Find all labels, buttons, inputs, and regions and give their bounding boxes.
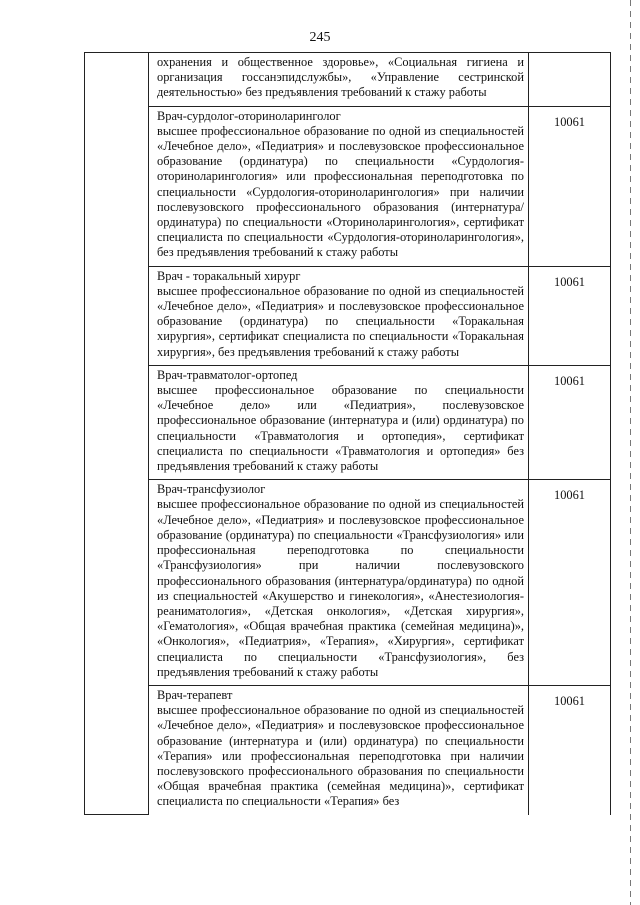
table-row xyxy=(85,266,611,365)
entry-body: высшее профессиональное образование по одной из специальностей «Лечебное дело», «Педиатрия» и послевузовское профессиональное образование (ординатура) по специальности «Трансфузиология» или профессиональная переподготовка по специальности «Трансфузиология» при наличии послевузовского профессионального образования (интернатура/ординатура) по одной из специальностей «Акушерство и гинекология», «Анестезиология-реаниматология», «Детская онкология», «Детская хирургия», «Гематология», «Общая врачебная практика (семейная медицина)», «Онкология», «Педиатрия», «Терапия», «Хирургия», сертификат специалиста по специальности «Трансфузиология», без предъявления требований к стажу работы xyxy=(157,497,524,679)
requirements-cell xyxy=(149,266,529,365)
position-title: Врач-травматолог-ортопед xyxy=(157,367,298,382)
table-row xyxy=(85,106,611,266)
entry-body: высшее профессиональное образование по одной из специальностей «Лечебное дело», «Педиатрия» и послевузовское профессиональное образование (интернатура и (или) ординатура) по специальности «Терапия» или профессиональная переподготовка при наличии послевузовского профессионального образования по специальности «Общая врачебная практика (семейная медицина)», сертификат специалиста по специальности «Терапия» без xyxy=(157,703,524,809)
table-row xyxy=(85,685,611,814)
table-row xyxy=(85,365,611,479)
entry-body: высшее профессиональное образование по одной из специальностей «Лечебное дело», «Педиатрия» и послевузовское профессиональное образование (ординатура) по специальности «Сурдология-оториноларингология» или профессиональная переподготовка по специальности «Сурдология-оториноларингология» при наличии послевузовского профессионального образования (интернатура/ординатура) по специальности «Оториноларингология», сертификат специалиста по специальности «Сурдология-оториноларингология», без предъявления требований к стажу работы xyxy=(157,123,524,260)
position-title: Врач - торакальный хирург xyxy=(157,268,301,283)
entry-body: высшее профессиональное образование по специальности «Лечебное дело» или «Педиатрия», послевузовское профессиональное образование (интернатура и (или) ординатура) по специальности «Травматология и ортопедия», сертификат специалиста по специальности «Травматология и ортопедия» без предъявления требований к стажу работы xyxy=(157,383,524,474)
requirements-cell xyxy=(149,106,529,266)
code-cell xyxy=(529,53,611,107)
requirements-cell xyxy=(149,53,529,107)
entry-body: охранения и общественное здоровье», «Социальная гигиена и организация госсанэпидслужбы», «Управление сестринской деятельностью» без предъявления требований к стажу работы xyxy=(157,55,524,100)
table-row xyxy=(85,480,611,686)
requirements-cell xyxy=(149,480,529,686)
code-cell xyxy=(529,480,611,686)
qualification-code xyxy=(529,53,610,61)
code-cell xyxy=(529,266,611,365)
code-cell xyxy=(529,106,611,266)
qualification-code: 10061 xyxy=(554,114,585,129)
entry-body: высшее профессиональное образование по одной из специальностей «Лечебное дело», «Педиатрия» и послевузовское профессиональное образование (ординатура) по специальности «Торакальная хирургия», сертификат специалиста по специальности «Торакальная хирургия», без предъявления требований к стажу работы xyxy=(157,283,524,359)
requirements-cell xyxy=(149,365,529,479)
qualification-code: 10061 xyxy=(554,274,585,289)
position-title: Врач-трансфузиолог xyxy=(157,482,266,497)
qualification-code: 10061 xyxy=(554,693,585,708)
requirements-cell xyxy=(149,685,529,814)
table-row xyxy=(85,53,611,107)
empty-left-column xyxy=(85,53,149,815)
position-title: Врач-терапевт xyxy=(157,687,233,702)
page-number: 245 xyxy=(309,30,331,45)
qualification-code: 10061 xyxy=(554,373,585,388)
position-title: Врач-сурдолог-оториноларинголог xyxy=(157,108,341,123)
code-cell xyxy=(529,365,611,479)
scan-edge-mark xyxy=(630,0,631,905)
code-cell xyxy=(529,685,611,814)
qualification-code: 10061 xyxy=(554,488,585,503)
qualification-table xyxy=(84,52,611,815)
